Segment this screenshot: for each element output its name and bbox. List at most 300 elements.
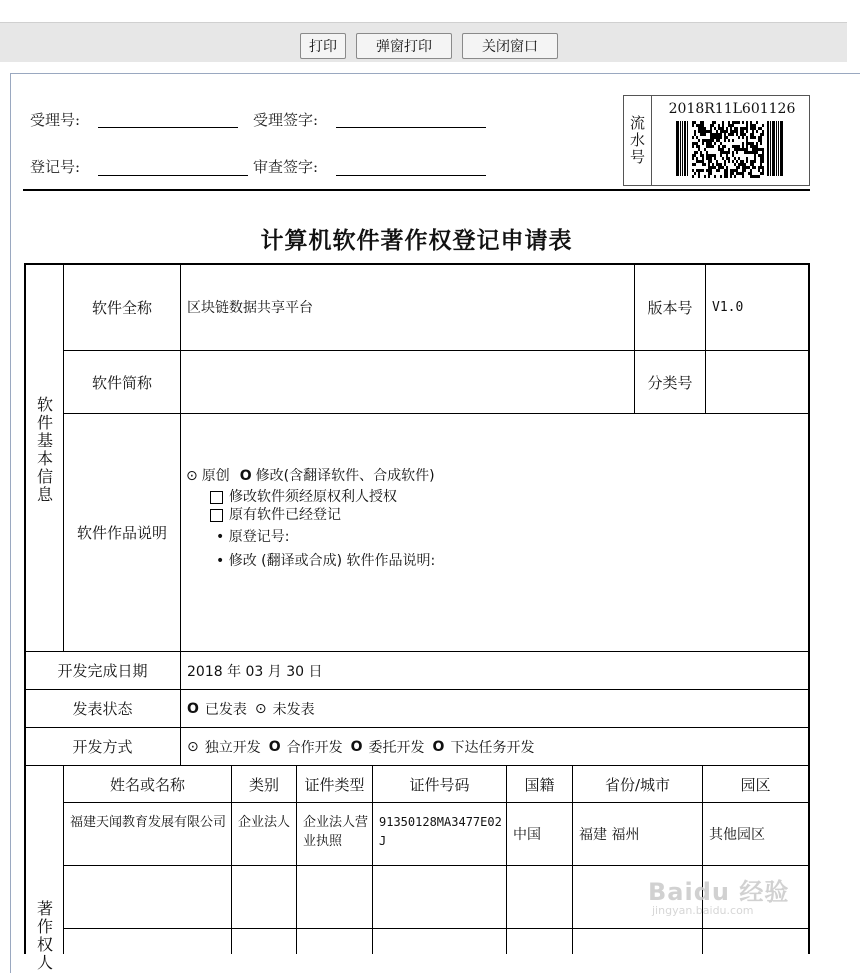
barcode-module (740, 160, 742, 163)
barcode-module (752, 130, 754, 133)
barcode-module (722, 124, 724, 127)
barcode-module (722, 130, 724, 133)
barcode-module (752, 151, 754, 154)
owner-name: 福建天闻教育发展有限公司 (70, 815, 227, 830)
barcode-module (752, 166, 754, 169)
dev-method-radio-selected[interactable]: ⊙ (187, 738, 199, 755)
barcode-module (718, 148, 720, 151)
barcode-module (724, 172, 726, 175)
barcode-module (750, 172, 752, 175)
barcode-module (702, 157, 704, 160)
barcode-module (722, 145, 724, 148)
barcode-module (752, 163, 754, 166)
software-full-name-value: 区块链数据共享平台 (187, 300, 313, 316)
barcode-module (700, 169, 702, 172)
barcode-module (734, 130, 736, 133)
print-button[interactable]: 打印 (300, 33, 346, 59)
grid-line (63, 865, 809, 866)
barcode-module (704, 130, 706, 133)
barcode-module (694, 133, 696, 136)
barcode-module (762, 154, 764, 157)
barcode-module (716, 160, 718, 163)
barcode-module (706, 157, 708, 160)
barcode-module (736, 127, 738, 130)
table-right-border (808, 263, 810, 954)
barcode-module (708, 154, 710, 157)
barcode-module (758, 127, 760, 130)
barcode-module (706, 142, 708, 145)
barcode-module (710, 160, 712, 163)
register-no-line (98, 175, 248, 176)
owner-category: 企业法人 (238, 815, 291, 830)
barcode-module (708, 157, 710, 160)
barcode-module (760, 142, 762, 145)
barcode-module (724, 136, 726, 139)
barcode-module (724, 169, 726, 172)
checkbox-registered-line (186, 505, 435, 526)
owner-header-name: 姓名或名称 (109, 775, 185, 794)
barcode-module (698, 175, 700, 178)
barcode-bar (687, 121, 688, 176)
barcode-module (726, 166, 728, 169)
barcode-module (700, 151, 702, 154)
serial-number-box (623, 95, 810, 186)
barcode-module (716, 130, 718, 133)
review-sign-label: 审查签字: (253, 158, 319, 176)
barcode-module (700, 130, 702, 133)
barcode-module (736, 121, 738, 124)
barcode-module (732, 121, 734, 124)
barcode-module (752, 136, 754, 139)
barcode-image (676, 121, 784, 176)
barcode-module (752, 148, 754, 151)
barcode-module (692, 154, 694, 157)
barcode-module (712, 154, 714, 157)
barcode-module (718, 139, 720, 142)
review-sign-line (336, 175, 486, 176)
publish-status-label: 发表状态 (72, 700, 133, 718)
barcode-module (726, 172, 728, 175)
barcode-module (714, 175, 716, 178)
barcode-module (702, 124, 704, 127)
barcode-module (714, 121, 716, 124)
barcode-module (726, 136, 728, 139)
barcode-bar (682, 121, 683, 176)
barcode-module (726, 127, 728, 130)
barcode-module (730, 124, 732, 127)
registered-checkbox-label: 原有软件已经登记 (229, 507, 341, 523)
barcode-module (712, 139, 714, 142)
mod-description-line (186, 551, 435, 572)
barcode-module (720, 163, 722, 166)
barcode-module (736, 151, 738, 154)
barcode-module (746, 145, 748, 148)
barcode-module (722, 157, 724, 160)
barcode-module (722, 121, 724, 124)
barcode-module (754, 136, 756, 139)
published-radio[interactable]: O (187, 700, 199, 717)
barcode-module (754, 166, 756, 169)
barcode-module (758, 136, 760, 139)
barcode-module (708, 166, 710, 169)
barcode-module (736, 130, 738, 133)
barcode-module (724, 175, 726, 178)
barcode-module (720, 127, 722, 130)
barcode-module (716, 133, 718, 136)
barcode-module (708, 175, 710, 178)
barcode-module (720, 166, 722, 169)
dev-method-radio[interactable]: O (350, 738, 363, 755)
barcode-bar (778, 121, 779, 176)
modified-radio[interactable]: O (239, 468, 252, 484)
barcode-module (724, 145, 726, 148)
barcode-module (750, 169, 752, 172)
barcode-module (702, 127, 704, 130)
barcode-module (710, 157, 712, 160)
barcode-module (738, 136, 740, 139)
barcode-module (730, 133, 732, 136)
section-software-info-text: 软件基本信息 (36, 395, 53, 504)
barcode-module (730, 127, 732, 130)
barcode-module (714, 136, 716, 139)
barcode-module (728, 157, 730, 160)
barcode-module (750, 127, 752, 130)
orig-reg-no-label: • 原登记号: (216, 529, 290, 545)
barcode-module (754, 151, 756, 154)
barcode-module (762, 130, 764, 133)
barcode-module (722, 151, 724, 154)
barcode-module (692, 121, 694, 124)
dev-method-assigned: 下达任务开发 (450, 739, 535, 756)
barcode-module (698, 130, 700, 133)
barcode-bar (770, 121, 771, 176)
barcode-module (724, 130, 726, 133)
barcode-module (746, 157, 748, 160)
barcode-module (700, 160, 702, 163)
barcode-module (710, 136, 712, 139)
barcode-module (748, 166, 750, 169)
barcode-module (744, 169, 746, 172)
barcode-module (704, 148, 706, 151)
barcode-module (742, 166, 744, 169)
software-short-name-value (181, 351, 634, 413)
barcode-module (720, 130, 722, 133)
watermark-url: jingyan.baidu.com (652, 904, 754, 917)
barcode-module (710, 130, 712, 133)
header-rule (23, 189, 810, 191)
barcode-module (728, 124, 730, 127)
barcode-module (714, 157, 716, 160)
barcode-module (710, 124, 712, 127)
serial-label-text: 流水号 (629, 114, 645, 166)
barcode-module (752, 160, 754, 163)
barcode-module (714, 154, 716, 157)
barcode-module (762, 172, 764, 175)
modified-label: 修改(含翻译软件、合成软件) (255, 468, 435, 484)
owner-park: 其他园区 (709, 827, 765, 843)
barcode-module (708, 163, 710, 166)
barcode-module (748, 142, 750, 145)
authorized-checkbox[interactable] (210, 491, 223, 504)
mod-description-label: • 修改 (翻译或合成) 软件作品说明: (216, 553, 436, 569)
barcode-module (706, 145, 708, 148)
barcode-module (744, 133, 746, 136)
barcode-bar (780, 121, 783, 176)
dev-method-radio[interactable]: O (432, 738, 445, 755)
barcode-module (762, 151, 764, 154)
owner-header-province-city: 省份/城市 (604, 775, 671, 794)
barcode-module (734, 148, 736, 151)
barcode-module (752, 127, 754, 130)
barcode-module (762, 124, 764, 127)
barcode-module (724, 139, 726, 142)
barcode-module (754, 175, 756, 178)
barcode-module (702, 154, 704, 157)
barcode-module (702, 163, 704, 166)
barcode-module (740, 163, 742, 166)
barcode-module (698, 148, 700, 151)
dev-method-label: 开发方式 (72, 738, 133, 756)
barcode-module (734, 163, 736, 166)
barcode-module (736, 166, 738, 169)
barcode-module (746, 136, 748, 139)
barcode-module (740, 148, 742, 151)
barcode-module (718, 136, 720, 139)
barcode-module (734, 157, 736, 160)
barcode-bar (680, 121, 681, 176)
owner-header-id-number: 证件号码 (409, 775, 470, 794)
barcode-module (732, 130, 734, 133)
barcode-module (726, 154, 728, 157)
barcode-module (752, 142, 754, 145)
publish-status-options (181, 690, 808, 727)
barcode-module (758, 148, 760, 151)
serial-label (624, 96, 652, 185)
barcode-module (720, 151, 722, 154)
barcode-module (718, 166, 720, 169)
barcode-module (694, 142, 696, 145)
barcode-module (736, 169, 738, 172)
barcode-module (702, 169, 704, 172)
barcode-module (744, 166, 746, 169)
barcode-module (740, 127, 742, 130)
barcode-module (718, 127, 720, 130)
unpublished-label: 未发表 (272, 701, 315, 718)
barcode-module (702, 133, 704, 136)
barcode-module (730, 172, 732, 175)
barcode-module (708, 139, 710, 142)
barcode-module (722, 148, 724, 151)
barcode-module (754, 148, 756, 151)
barcode-module (694, 154, 696, 157)
barcode-module (696, 136, 698, 139)
barcode-module (696, 145, 698, 148)
barcode-module (732, 160, 734, 163)
close-window-button[interactable]: 关闭窗口 (462, 33, 558, 59)
barcode-module (704, 175, 706, 178)
barcode-module (720, 133, 722, 136)
barcode-module (698, 172, 700, 175)
barcode-module (702, 139, 704, 142)
barcode-module (742, 169, 744, 172)
barcode-module (708, 160, 710, 163)
barcode-module (760, 136, 762, 139)
barcode-module (752, 124, 754, 127)
barcode-module (706, 169, 708, 172)
barcode-module (760, 172, 762, 175)
barcode-module (726, 175, 728, 178)
owner-header-id-type: 证件类型 (304, 775, 365, 794)
barcode-module (694, 163, 696, 166)
dev-method-commissioned: 委托开发 (368, 739, 425, 756)
barcode-module (748, 172, 750, 175)
barcode-module (738, 121, 740, 124)
barcode-module (692, 169, 694, 172)
barcode-module (754, 124, 756, 127)
barcode-module (750, 151, 752, 154)
barcode-module (730, 175, 732, 178)
barcode-module (732, 145, 734, 148)
registered-checkbox[interactable] (210, 509, 223, 522)
barcode-module (734, 127, 736, 130)
barcode-module (722, 166, 724, 169)
dev-method-radio[interactable]: O (268, 738, 281, 755)
popup-print-button[interactable]: 弹窗打印 (356, 33, 452, 59)
barcode-module (704, 163, 706, 166)
barcode-module (762, 166, 764, 169)
barcode-module (732, 133, 734, 136)
barcode-module (724, 151, 726, 154)
barcode-module (734, 169, 736, 172)
barcode-module (718, 124, 720, 127)
barcode-module (758, 154, 760, 157)
barcode-module (722, 127, 724, 130)
barcode-module (718, 169, 720, 172)
barcode-module (756, 121, 758, 124)
barcode-module (728, 121, 730, 124)
original-radio-selected[interactable]: ⊙ (186, 468, 198, 484)
barcode-module (702, 130, 704, 133)
barcode-module (724, 160, 726, 163)
owner-nationality: 中国 (513, 827, 541, 843)
work-description-content (186, 466, 435, 572)
barcode-module (698, 145, 700, 148)
barcode-module (746, 148, 748, 151)
barcode-module (736, 172, 738, 175)
barcode-module (742, 160, 744, 163)
barcode-module (750, 163, 752, 166)
barcode-module (702, 160, 704, 163)
barcode-module (712, 166, 714, 169)
barcode-module (738, 157, 740, 160)
barcode-module (750, 142, 752, 145)
barcode-module (710, 139, 712, 142)
barcode-module (716, 163, 718, 166)
barcode-module (728, 160, 730, 163)
barcode-module (726, 130, 728, 133)
owner-header-nationality: 国籍 (524, 775, 555, 794)
unpublished-radio-selected[interactable]: ⊙ (254, 700, 267, 717)
barcode-module (754, 127, 756, 130)
barcode-module (746, 166, 748, 169)
barcode-module (702, 121, 704, 124)
accept-no-line (98, 127, 238, 128)
barcode-module (760, 148, 762, 151)
category-value (706, 351, 808, 413)
barcode-module (760, 154, 762, 157)
dev-complete-date-label: 开发完成日期 (57, 662, 148, 680)
barcode-module (732, 169, 734, 172)
barcode-module (746, 121, 748, 124)
barcode-module (710, 169, 712, 172)
barcode-module (732, 139, 734, 142)
barcode-module (700, 133, 702, 136)
barcode-module (756, 130, 758, 133)
original-label: 原创 (201, 468, 230, 484)
barcode-module (728, 148, 730, 151)
barcode-module (714, 166, 716, 169)
barcode-module (756, 151, 758, 154)
barcode-module (692, 163, 694, 166)
dev-method-cooperative: 合作开发 (286, 739, 343, 756)
barcode-module (746, 142, 748, 145)
barcode-module (738, 163, 740, 166)
barcode-module (740, 130, 742, 133)
barcode-module (736, 160, 738, 163)
barcode-module (742, 133, 744, 136)
barcode-bar (676, 121, 679, 176)
barcode-module (712, 145, 714, 148)
barcode-module (720, 136, 722, 139)
barcode-module (724, 163, 726, 166)
barcode-module (696, 151, 698, 154)
barcode-module (730, 169, 732, 172)
form-title: 计算机软件著作权登记申请表 (260, 228, 573, 254)
barcode-module (696, 157, 698, 160)
barcode-module (758, 166, 760, 169)
barcode-module (698, 124, 700, 127)
barcode-module (744, 148, 746, 151)
barcode-module (734, 145, 736, 148)
barcode-module (692, 145, 694, 148)
barcode-bar (767, 121, 769, 176)
grid-line (63, 928, 809, 929)
barcode-module (698, 139, 700, 142)
barcode-module (748, 151, 750, 154)
barcode-module (744, 163, 746, 166)
barcode-module (742, 148, 744, 151)
barcode-module (716, 169, 718, 172)
barcode-module (736, 133, 738, 136)
barcode-bar (776, 121, 777, 176)
barcode-module (708, 172, 710, 175)
dev-method-independent: 独立开发 (204, 739, 261, 756)
barcode-module (712, 124, 714, 127)
barcode-module (752, 175, 754, 178)
barcode-module (710, 154, 712, 157)
owner-id-type: 企业法人营业执照 (303, 815, 369, 849)
barcode-module (760, 127, 762, 130)
table-left-border (24, 263, 26, 954)
barcode-module (738, 148, 740, 151)
barcode-module (710, 172, 712, 175)
barcode-module (730, 130, 732, 133)
barcode-module (750, 136, 752, 139)
barcode-module (692, 157, 694, 160)
barcode-module (712, 121, 714, 124)
barcode-module (694, 151, 696, 154)
barcode-module (756, 142, 758, 145)
